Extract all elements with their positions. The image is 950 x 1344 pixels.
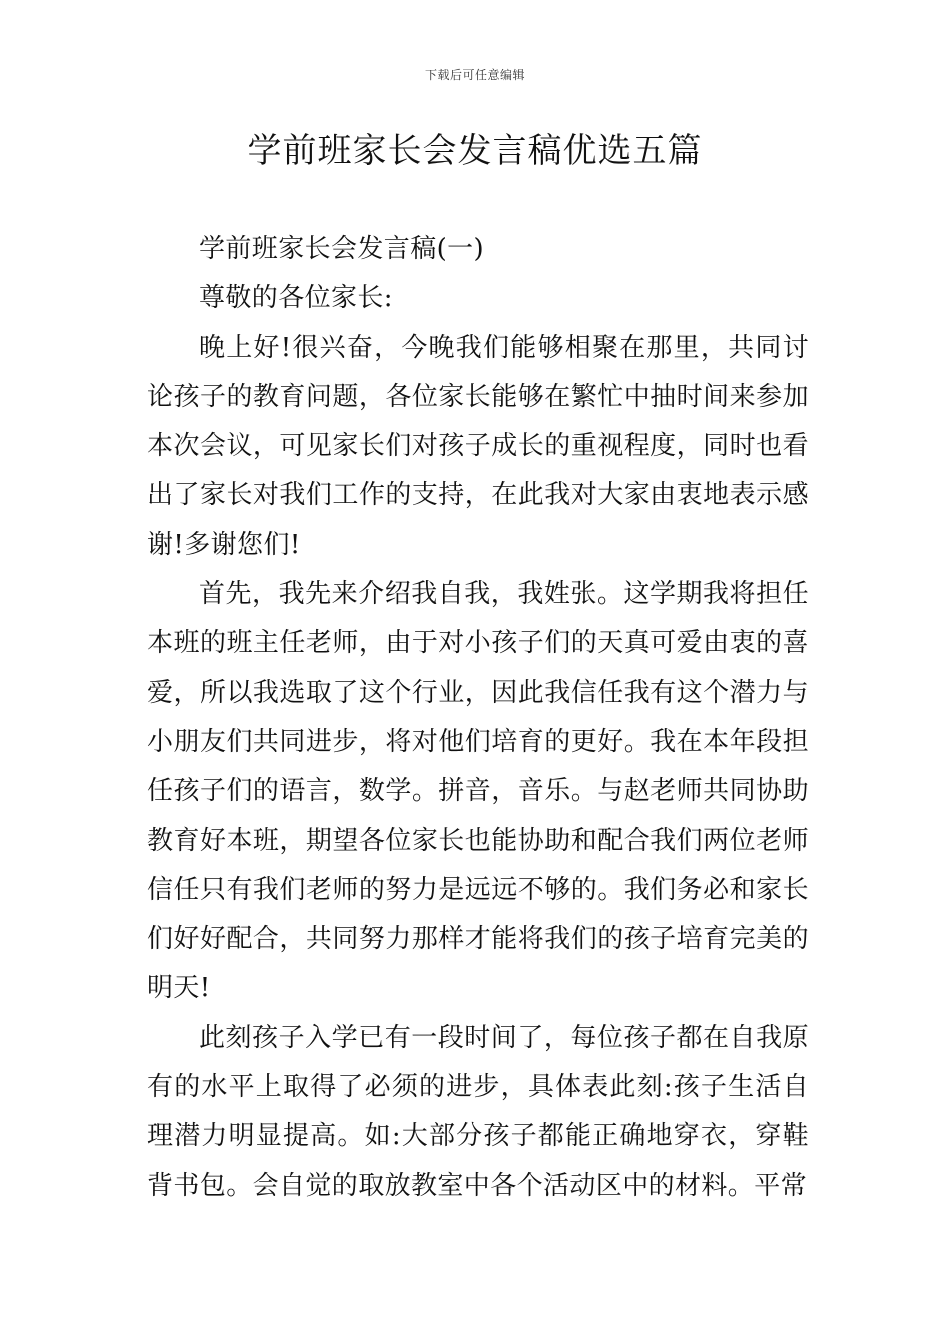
paragraph: 此刻孩子入学已有一段时间了，每位孩子都在自我原有的水平上取得了必须的进步，具体表此刻:孩子生活自理潜力明显提高。如:大部分孩子都能正确地穿衣，穿鞋背书包。会自觉的取放教室中各个活动区中的材料。平常 [147, 1022, 809, 1201]
document-body [147, 225, 809, 1211]
header-note: 下载后可任意编辑 [424, 68, 525, 82]
document-title: 学前班家长会发言稿优选五篇 [247, 131, 703, 171]
section-heading: 学前班家长会发言稿(一) [199, 234, 485, 264]
paragraph: 首先，我先来介绍我自我，我姓张。这学期我将担任本班的班主任老师，由于对小孩子们的天真可爱由衷的喜爱，所以我选取了这个行业，因此我信任我有这个潜力与小朋友们共同进步，将对他们培育的更好。我在本年段担任孩子们的语言，数学。拼音，音乐。与赵老师共同协助教育好本班，期望各位家长也能协助和配合我们两位老师信任只有我们老师的努力是远远不够的。我们务必和家长们好好配合，共同努力那样才能将我们的孩子培育完美的明天! [147, 579, 809, 1004]
paragraph: 晚上好!很兴奋，今晚我们能够相聚在那里，共同讨论孩子的教育问题，各位家长能够在繁忙中抽时间来参加本次会议，可见家长们对孩子成长的重视程度，同时也看出了家长对我们工作的支持，在此我对大家由衷地表示感谢!多谢您们! [147, 332, 809, 560]
salutation: 尊敬的各位家长: [199, 283, 393, 314]
